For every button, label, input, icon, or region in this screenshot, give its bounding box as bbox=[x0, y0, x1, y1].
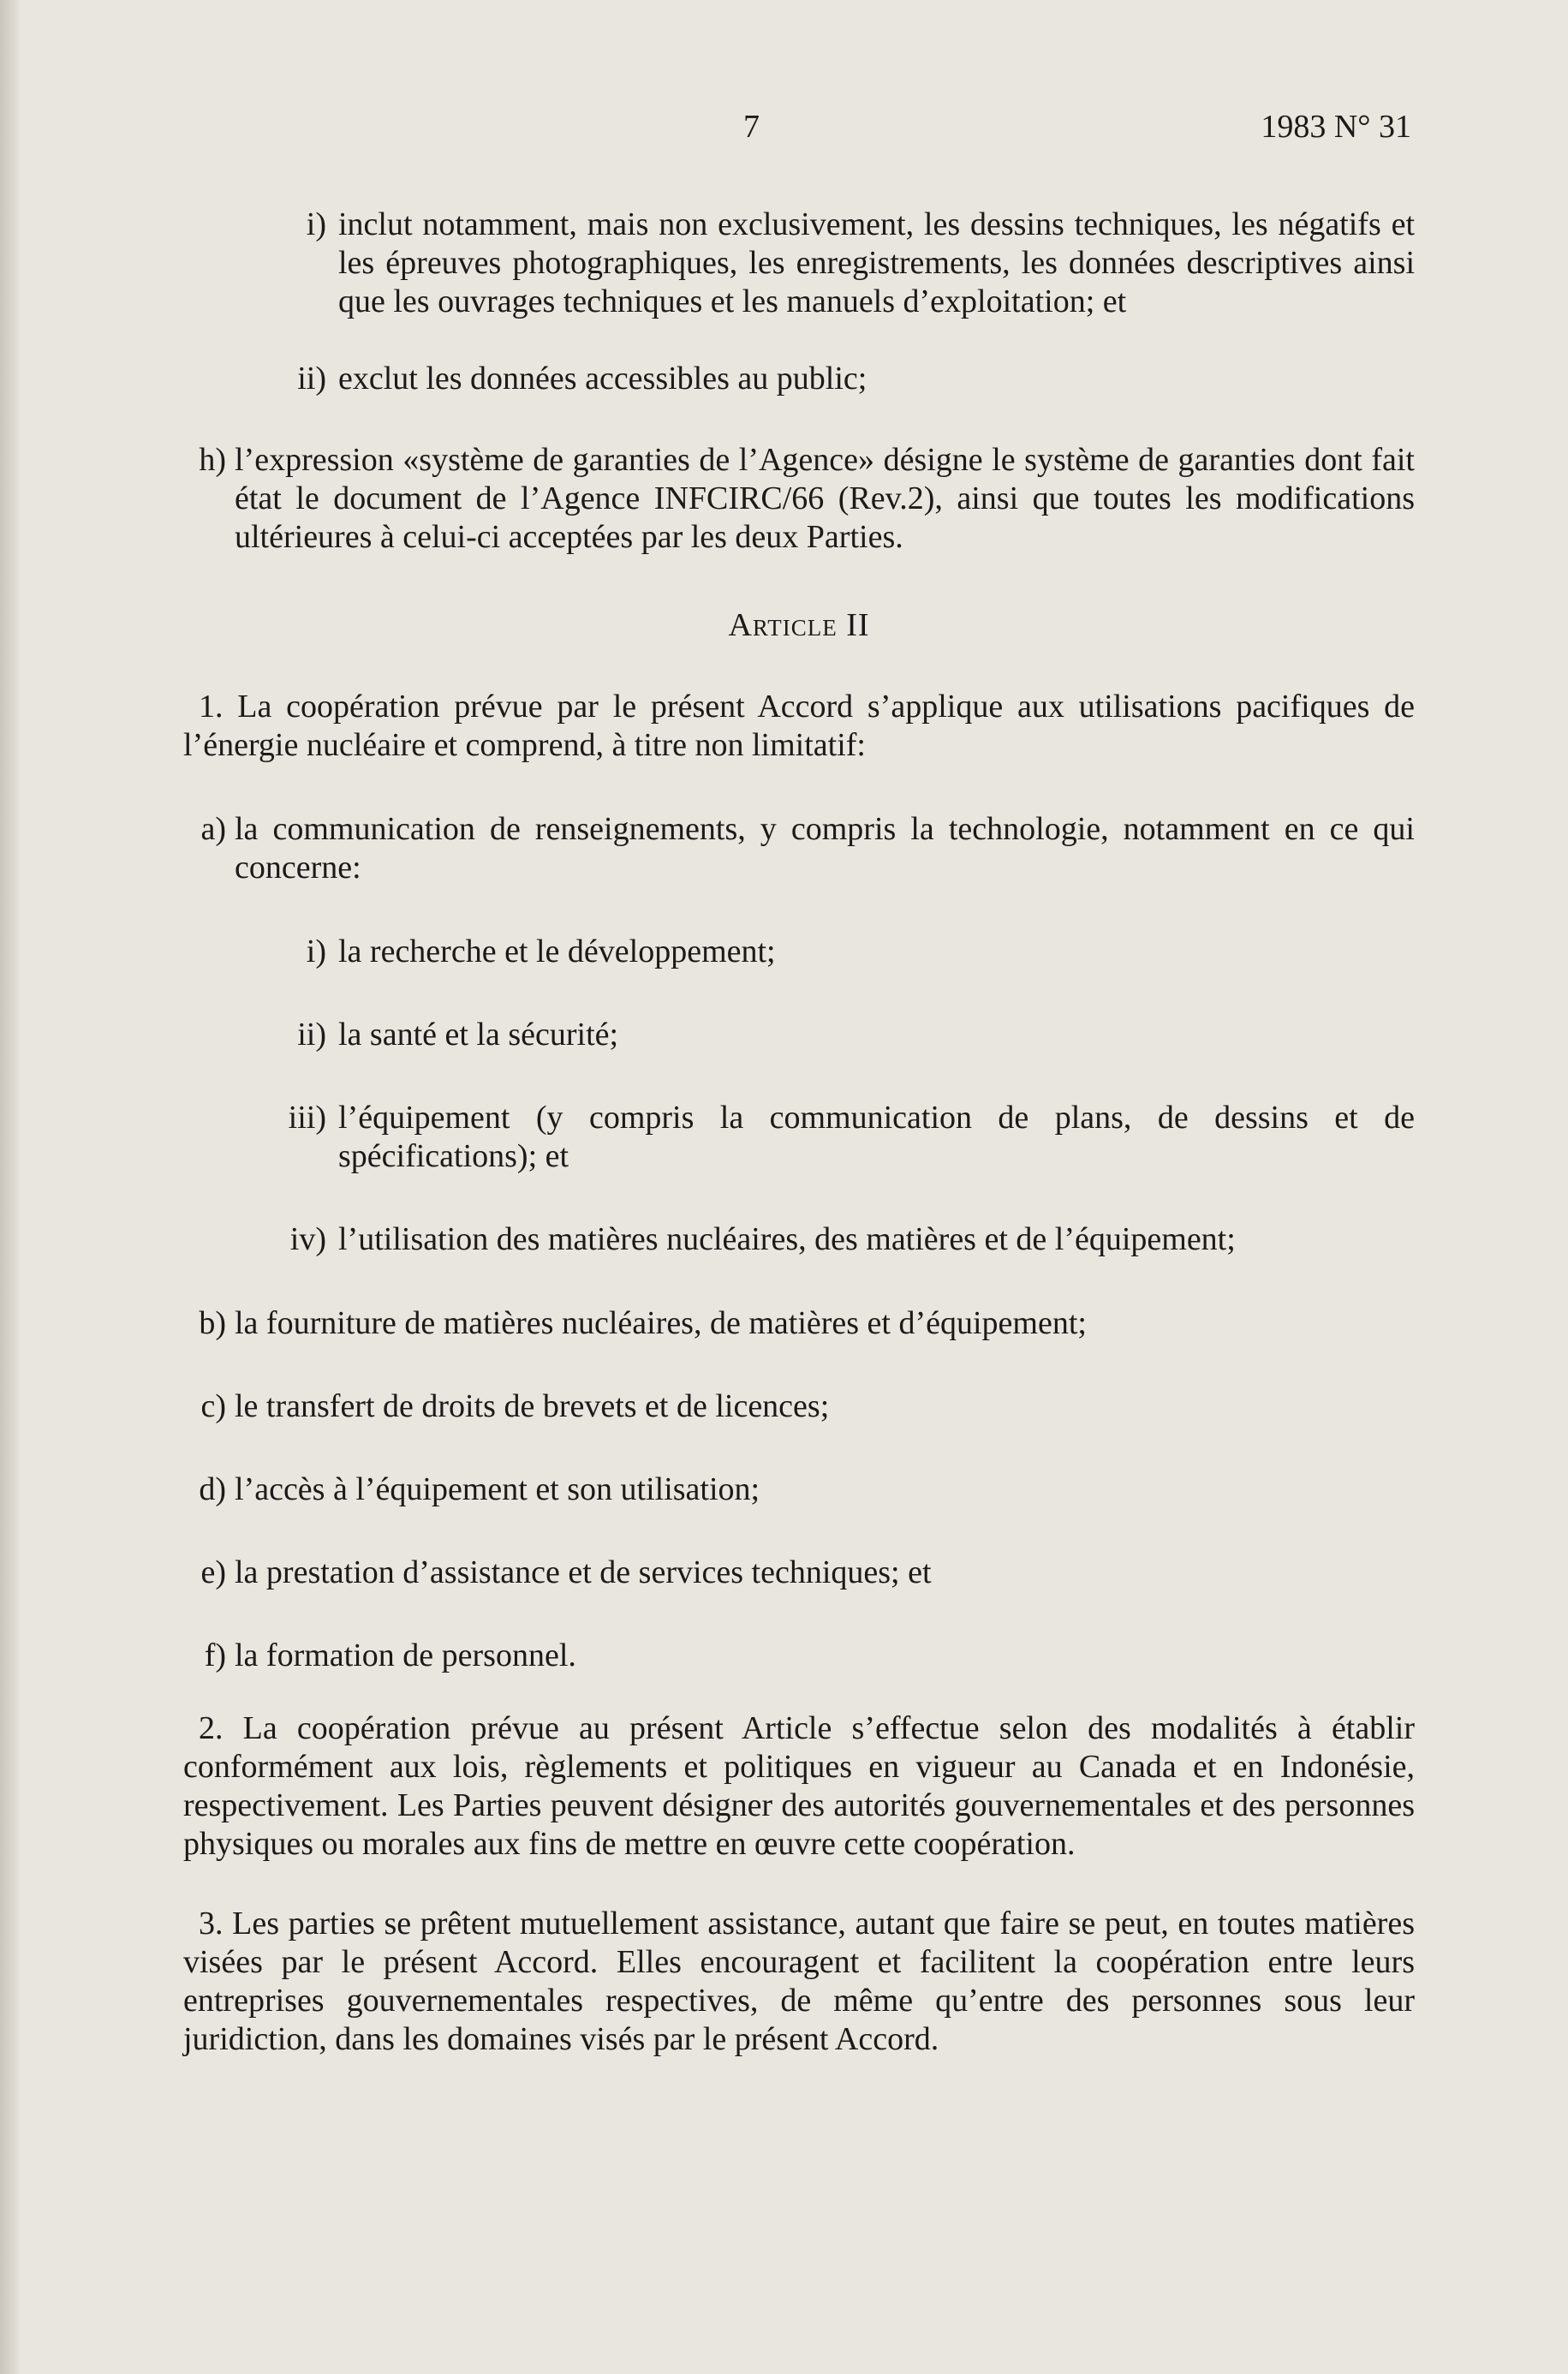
list-item bbox=[183, 1470, 1415, 1509]
article-heading: Article II bbox=[728, 607, 870, 643]
list-item bbox=[183, 1637, 1415, 1675]
item-label: i) bbox=[306, 933, 326, 969]
paragraph-3: 3. Les parties se prêtent mutuellement assistance, autant que faire se peut, en toutes matières visées par le présent Accord. Elles encouragent et facilitent la coopération entre leurs entreprises gouvernementales respectives, de même qu’entre des personnes sous leur juridiction, dans les domaines visés par le présent Accord. bbox=[183, 1906, 1415, 2057]
paragraph-1: 1. La coopération prévue par le présent Accord s’applique aux utilisations pacifiques de l’énergie nucléaire et comprend, à titre non limitatif: bbox=[183, 689, 1415, 763]
item-label: iii) bbox=[288, 1100, 326, 1136]
list-item bbox=[183, 810, 1415, 887]
list-item bbox=[183, 360, 1415, 398]
item-text: inclut notamment, mais non exclusivement, les dessins techniques, les négatifs et les épreuves photographiques, les enregistrements, les données descriptives ainsi que les ouvrages techniques et les manuels d’exploitation; et bbox=[338, 206, 1415, 319]
item-label: b) bbox=[199, 1305, 226, 1341]
item-label: i) bbox=[306, 206, 326, 242]
list-item bbox=[183, 933, 1415, 971]
item-text: la fourniture de matières nucléaires, de matières et d’équipement; bbox=[235, 1305, 1087, 1341]
item-text: la communication de renseignements, y compris la technologie, notamment en ce qui concerne: bbox=[235, 811, 1415, 886]
page-number: 7 bbox=[743, 109, 760, 145]
item-text: l’accès à l’équipement et son utilisation; bbox=[235, 1471, 760, 1507]
item-label: e) bbox=[200, 1554, 226, 1590]
item-label: ii) bbox=[297, 1017, 326, 1053]
list-item bbox=[183, 1554, 1415, 1592]
item-text: la prestation d’assistance et de services techniques; et bbox=[235, 1554, 932, 1590]
item-text: la santé et la sécurité; bbox=[338, 1017, 619, 1053]
item-text: l’équipement (y compris la communication de plans, de dessins et de spécifications); et bbox=[338, 1100, 1415, 1174]
item-text: l’utilisation des matières nucléaires, des matières et de l’équipement; bbox=[338, 1221, 1236, 1257]
item-label: f) bbox=[204, 1637, 226, 1673]
page-header bbox=[0, 108, 1568, 159]
item-text: le transfert de droits de brevets et de licences; bbox=[235, 1388, 830, 1424]
item-text: l’expression «système de garanties de l’Agence» désigne le système de garanties dont fait état le document de l’Agence INFCIRC/66 (Rev.2), ainsi que toutes les modifications ultérieures à celui-ci acceptées par les deux Parties. bbox=[235, 442, 1415, 555]
item-label: h) bbox=[199, 442, 226, 478]
paragraph-2: 2. La coopération prévue au présent Article s’effectue selon des modalités à établir conformément aux lois, règlements et politiques en vigueur au Canada et en Indonésie, respectivement. Les Parties peuvent désigner des autorités gouvernementales et des personnes physiques ou morales aux fins de mettre en œuvre cette coopération. bbox=[183, 1710, 1415, 1862]
page-body bbox=[183, 206, 1415, 2059]
item-text: la recherche et le développement; bbox=[338, 933, 776, 969]
list-item bbox=[183, 1220, 1415, 1259]
list-item bbox=[183, 1016, 1415, 1054]
item-label: iv) bbox=[289, 1221, 326, 1257]
header-year-number: 1983 N° 31 bbox=[1261, 109, 1411, 145]
list-item bbox=[183, 441, 1415, 557]
item-text: la formation de personnel. bbox=[235, 1637, 576, 1673]
list-item bbox=[183, 1304, 1415, 1343]
list-item bbox=[183, 206, 1415, 321]
item-text: exclut les données accessibles au public; bbox=[338, 361, 867, 397]
item-label: d) bbox=[199, 1471, 226, 1507]
binding-edge bbox=[0, 0, 19, 2374]
item-label: c) bbox=[200, 1388, 226, 1424]
list-item bbox=[183, 1387, 1415, 1426]
list-item bbox=[183, 1099, 1415, 1176]
item-label: a) bbox=[200, 811, 226, 847]
item-label: ii) bbox=[297, 361, 326, 397]
